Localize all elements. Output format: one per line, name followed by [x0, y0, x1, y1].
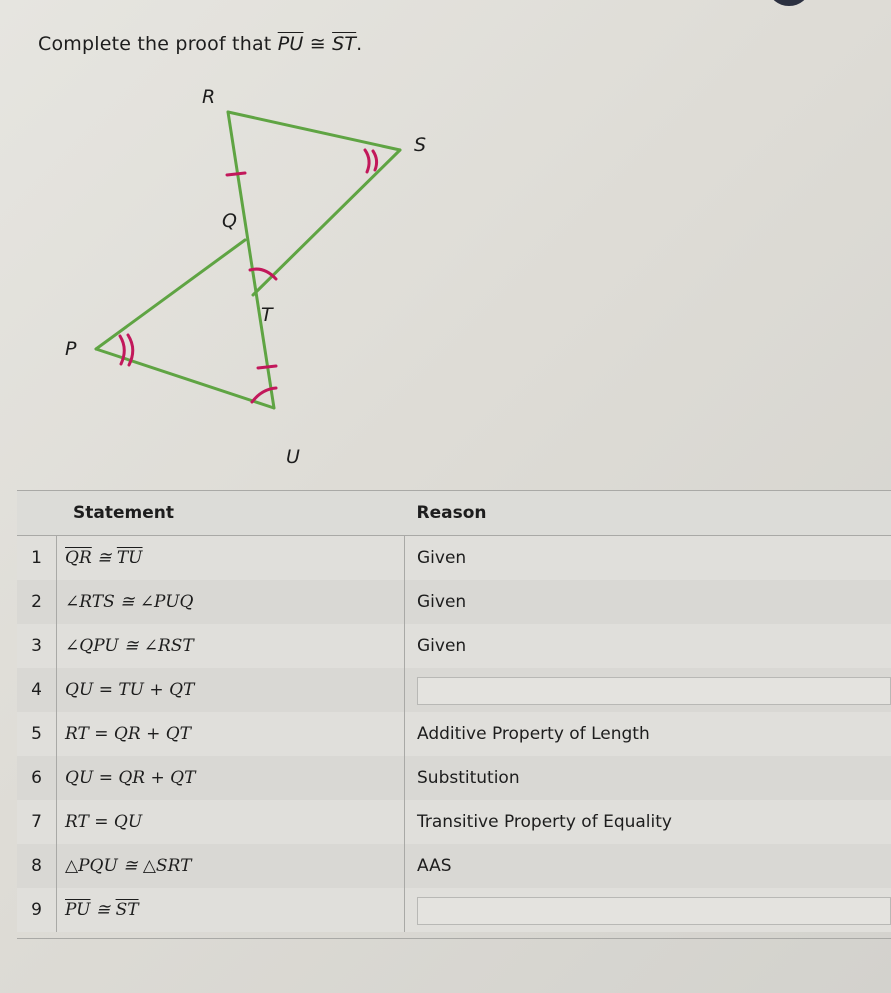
reason-blank-input[interactable]	[417, 677, 891, 705]
proof-row	[17, 800, 891, 844]
reason-cell	[405, 668, 891, 712]
corner-decoration	[769, 0, 809, 6]
reason-column-header: Reason	[405, 491, 891, 536]
proof-row	[17, 756, 891, 800]
segment-st: $\overline{ST}$	[332, 33, 357, 55]
vertex-label-s: S	[414, 134, 427, 156]
step-number: 1	[17, 536, 57, 581]
reason-cell	[405, 800, 891, 844]
reason-cell	[405, 536, 891, 581]
vertex-label-r: R	[202, 86, 216, 108]
reason-cell	[405, 844, 891, 888]
vertex-label-t: T	[261, 304, 273, 326]
reason-text: Given	[417, 592, 467, 612]
reason-cell	[405, 712, 891, 756]
congruent-symbol: ≅	[309, 33, 326, 55]
vertex-label-p: P	[65, 338, 77, 360]
proof-row	[17, 624, 891, 668]
proof-table	[17, 490, 891, 932]
step-number: 6	[17, 756, 57, 800]
step-number: 2	[17, 580, 57, 624]
step-number: 5	[17, 712, 57, 756]
statement-cell	[57, 580, 405, 624]
statement-text: ∠QPU ≅ ∠RST	[65, 636, 194, 656]
segment-r-u	[228, 112, 274, 408]
reason-cell	[405, 624, 891, 668]
triangle-diagram	[0, 80, 891, 480]
statement-text: RT = QR + QT	[65, 724, 191, 744]
reason-text: Given	[417, 636, 467, 656]
reason-cell	[405, 580, 891, 624]
segment-r-s	[228, 112, 400, 150]
table-bottom-border	[17, 938, 891, 939]
segment-pu: $\overline{PU}$	[277, 33, 304, 55]
statement-text: ≅	[90, 900, 116, 920]
segment-q-p	[96, 240, 245, 349]
tick-mark-qr	[227, 173, 245, 175]
prompt-text: Complete the proof that	[38, 33, 272, 55]
reason-cell	[405, 888, 891, 932]
reason-text: Given	[417, 548, 467, 568]
statement-cell	[57, 712, 405, 756]
proof-row	[17, 580, 891, 624]
segment-s-t	[253, 150, 400, 295]
statement-text: QU = TU + QT	[65, 680, 195, 700]
reason-text: Additive Property of Length	[417, 724, 650, 744]
step-number: 4	[17, 668, 57, 712]
statement-text: ≅	[91, 548, 117, 568]
step-number: 8	[17, 844, 57, 888]
proof-row	[17, 712, 891, 756]
statement-text: ∠RTS ≅ ∠PUQ	[65, 592, 194, 612]
reason-text: Transitive Property of Equality	[417, 812, 672, 832]
statement-cell	[57, 888, 405, 932]
statement-cell	[57, 800, 405, 844]
statement-text: QU = QR + QT	[65, 768, 196, 788]
statement-cell	[57, 536, 405, 581]
statement-cell	[57, 668, 405, 712]
vertex-label-u: U	[286, 446, 300, 468]
period: .	[356, 33, 363, 55]
statement-text: RT = QU	[65, 812, 143, 832]
statement-column-header: Statement	[17, 491, 405, 536]
reason-text: Substitution	[417, 768, 520, 788]
angle-mark-s-outer	[365, 150, 369, 172]
statement-text: △PQU ≅ △SRT	[65, 856, 192, 876]
reason-cell	[405, 756, 891, 800]
step-number: 9	[17, 888, 57, 932]
segment-name: $\overline{TU}$	[116, 548, 143, 568]
proof-row	[17, 668, 891, 712]
angle-mark-s-inner	[373, 151, 377, 170]
vertex-label-q: Q	[222, 210, 237, 232]
problem-prompt	[38, 33, 362, 55]
proof-row	[17, 888, 891, 932]
statement-cell	[57, 844, 405, 888]
segment-name: $\overline{PU}$	[65, 900, 91, 920]
tick-mark-tu	[258, 366, 276, 368]
step-number: 7	[17, 800, 57, 844]
reason-text: AAS	[417, 856, 452, 876]
step-number: 3	[17, 624, 57, 668]
reason-blank-input[interactable]	[417, 897, 891, 925]
statement-cell	[57, 624, 405, 668]
angle-mark-p-inner	[120, 336, 124, 364]
segment-name: $\overline{ST}$	[115, 900, 139, 920]
proof-table-header	[17, 491, 891, 536]
proof-row	[17, 844, 891, 888]
segment-name: $\overline{QR}$	[65, 548, 92, 568]
proof-row	[17, 536, 891, 581]
statement-cell	[57, 756, 405, 800]
